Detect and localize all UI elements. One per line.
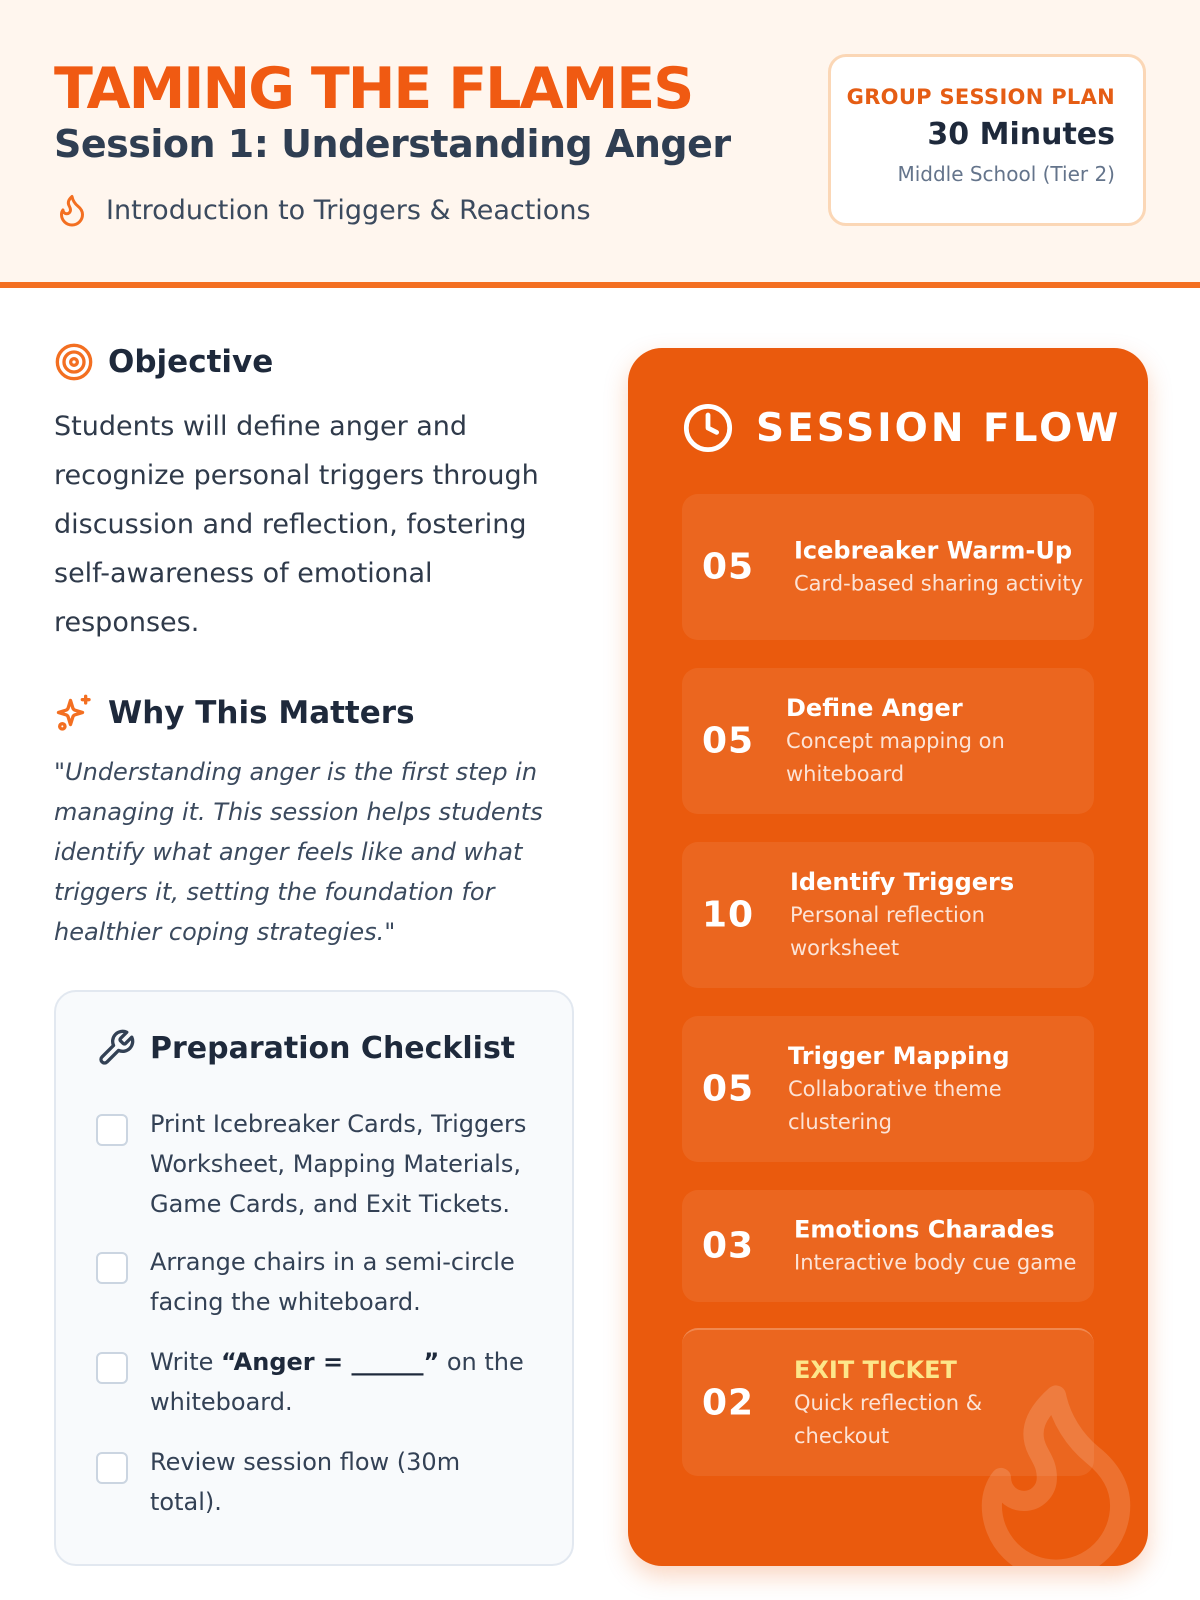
- checkbox[interactable]: [96, 1114, 128, 1146]
- step-description: Interactive body cue game: [794, 1250, 1077, 1275]
- checklist-item-text: Write “Anger = ______” on the whiteboard.: [150, 1348, 524, 1416]
- checklist-item[interactable]: [96, 1242, 534, 1322]
- flow-step: [682, 1016, 1094, 1162]
- flow-step: [682, 494, 1094, 640]
- session-flow-panel: [628, 348, 1148, 1566]
- checklist-item-text: Arrange chairs in a semi-circle facing the whiteboard.: [150, 1248, 515, 1316]
- why-quote: "Understanding anger is the first step in managing it. This session helps students identify what anger feels like and what triggers it, setting the foundation for healthier coping strategies.": [54, 758, 543, 946]
- target-icon: [54, 342, 94, 382]
- why-title: Why This Matters: [108, 695, 415, 731]
- step-minutes: 03: [702, 1225, 755, 1267]
- clock-icon: [682, 402, 734, 454]
- plan-audience: Middle School (Tier 2): [897, 162, 1115, 186]
- checklist-title: Preparation Checklist: [150, 1030, 516, 1066]
- step-minutes: 05: [702, 546, 755, 588]
- step-title: Define Anger: [786, 694, 963, 722]
- plan-duration: 30 Minutes: [927, 117, 1115, 152]
- step-title: Icebreaker Warm-Up: [794, 536, 1072, 565]
- checklist-item[interactable]: [96, 1342, 534, 1422]
- step-title: EXIT TICKET: [794, 1356, 957, 1384]
- flow-step-exit-ticket: [682, 1328, 1094, 1476]
- checklist-item-text: Review session flow (30m total).: [150, 1448, 461, 1516]
- step-minutes: 02: [702, 1382, 755, 1424]
- flow-step: [682, 668, 1094, 814]
- objective-text: Students will define anger and recognize personal triggers through discussion and reflection, fostering self-awareness of emotional responses.: [54, 411, 539, 638]
- checklist-item[interactable]: [96, 1104, 534, 1224]
- checkbox[interactable]: [96, 1452, 128, 1484]
- session-flow-heading: [682, 402, 1121, 454]
- flame-icon: [54, 192, 90, 228]
- wrench-icon: [96, 1028, 136, 1068]
- step-description: Quick reflection & checkout: [794, 1391, 983, 1448]
- step-title: Trigger Mapping: [788, 1042, 1010, 1070]
- checkbox[interactable]: [96, 1352, 128, 1384]
- sparkles-icon: [54, 693, 94, 733]
- flow-step: [682, 1190, 1094, 1302]
- step-minutes: 05: [702, 1068, 755, 1110]
- objective-title: Objective: [108, 344, 274, 380]
- checklist-item-text: Print Icebreaker Cards, Triggers Worksheet, Mapping Materials, Game Cards, and Exit Tickets.: [150, 1110, 527, 1218]
- step-description: Concept mapping on whiteboard: [786, 729, 1005, 786]
- step-minutes: 05: [702, 720, 755, 762]
- step-description: Card-based sharing activity: [794, 571, 1084, 596]
- step-description: Collaborative theme clustering: [788, 1077, 1002, 1134]
- why-heading: [54, 693, 415, 733]
- checkbox[interactable]: [96, 1252, 128, 1284]
- whiteboard-prompt: “Anger = ______”: [221, 1348, 440, 1376]
- header: [0, 0, 1200, 288]
- subtitle: Introduction to Triggers & Reactions: [106, 194, 591, 226]
- checklist-item[interactable]: [96, 1442, 534, 1522]
- checklist-heading: [96, 1028, 515, 1068]
- session-plan-card: [828, 54, 1146, 226]
- objective-heading: [54, 342, 273, 382]
- step-title: Emotions Charades: [794, 1215, 1055, 1244]
- subtitle-row: [54, 192, 591, 228]
- preparation-checklist: [54, 990, 574, 1566]
- session-flow-title: SESSION FLOW: [756, 405, 1122, 451]
- page-title: TAMING THE FLAMES: [54, 56, 693, 122]
- step-description: Personal reflection worksheet: [790, 903, 985, 960]
- plan-label: GROUP SESSION PLAN: [846, 85, 1115, 109]
- flow-step: [682, 842, 1094, 988]
- step-title: Identify Triggers: [790, 868, 1015, 896]
- session-title: Session 1: Understanding Anger: [54, 122, 731, 166]
- step-minutes: 10: [702, 894, 755, 936]
